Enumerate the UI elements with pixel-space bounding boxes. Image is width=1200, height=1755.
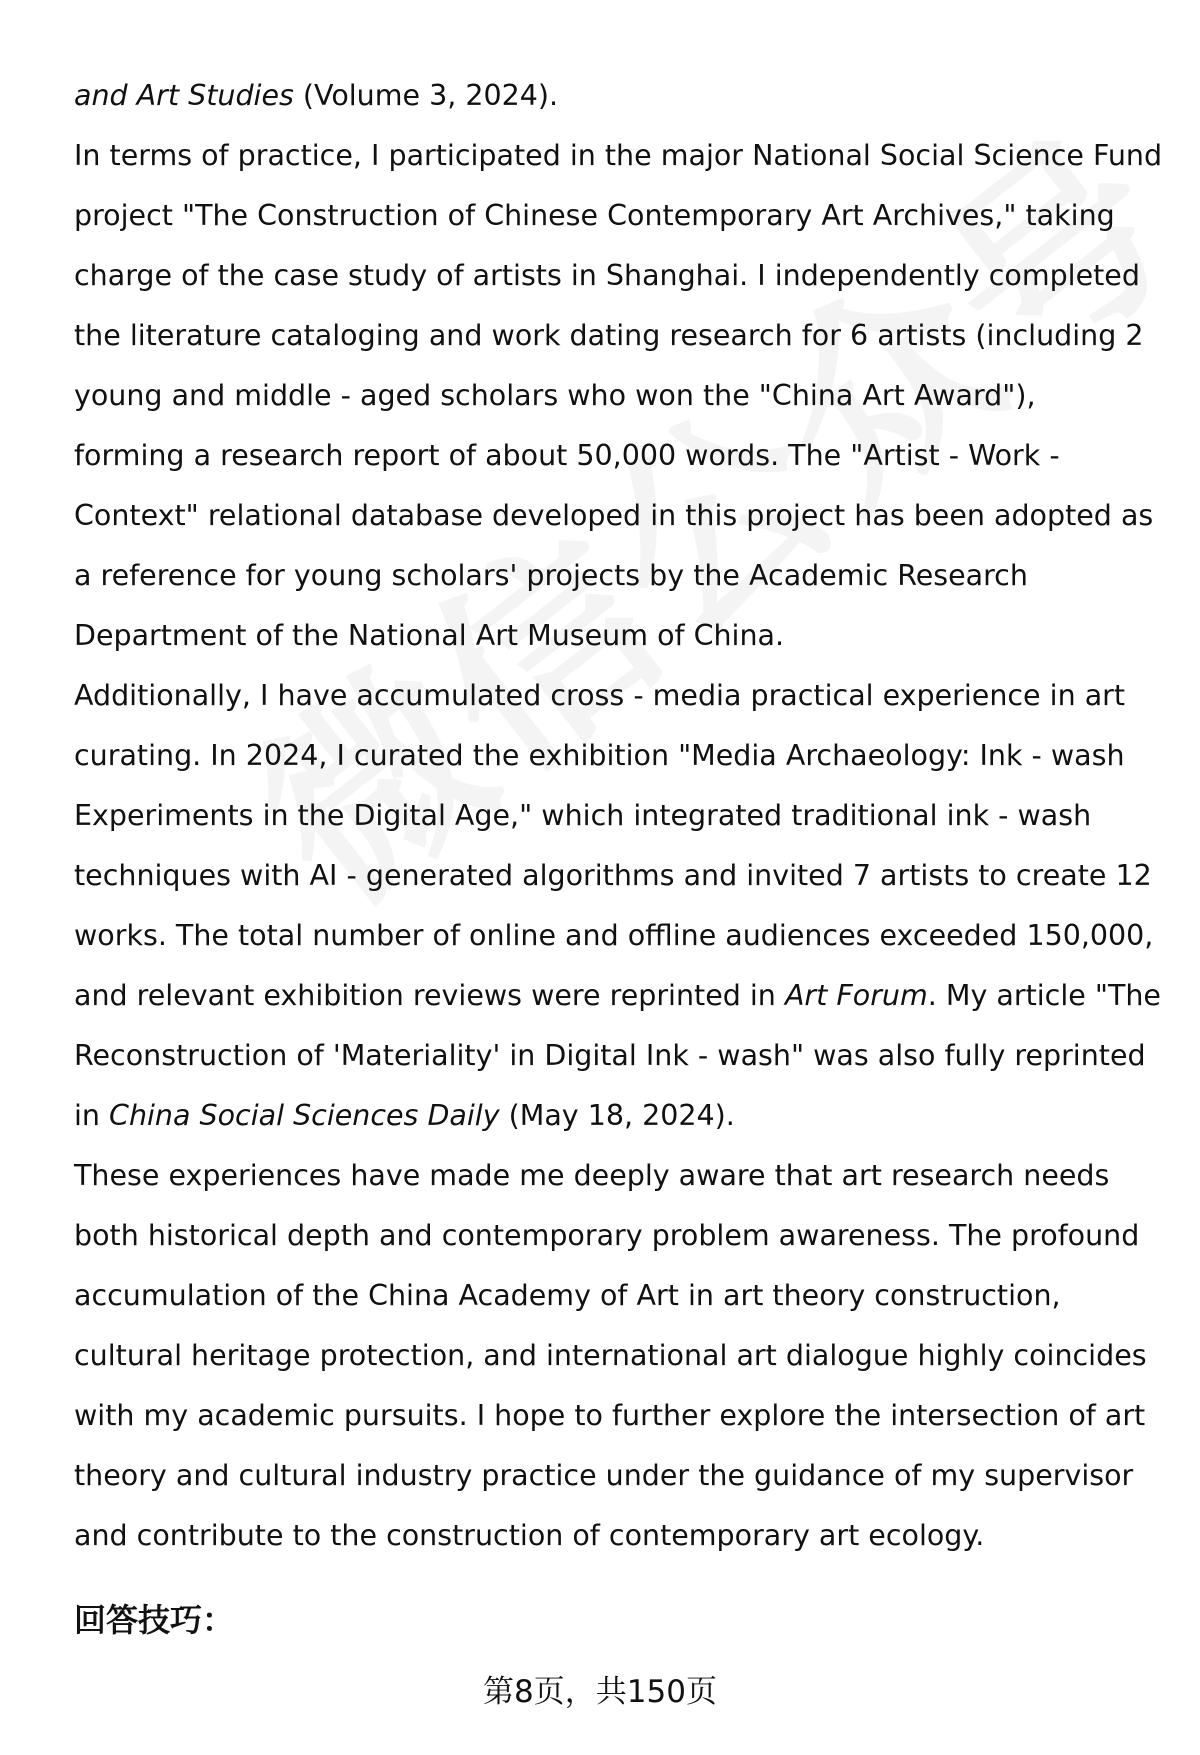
text-line xyxy=(74,66,1164,126)
text-line xyxy=(74,966,1164,1026)
text-line xyxy=(74,1206,1164,1266)
text-line xyxy=(74,1386,1164,1446)
text-line xyxy=(74,786,1164,846)
text-run: in xyxy=(74,1099,110,1132)
section-heading: 回答技巧： xyxy=(74,1601,235,1639)
text-line xyxy=(74,606,1164,666)
text-run: (Volume 3, 2024). xyxy=(293,79,559,112)
text-line xyxy=(74,306,1164,366)
text-line xyxy=(74,1266,1164,1326)
text-line xyxy=(74,846,1164,906)
text-line xyxy=(74,1326,1164,1386)
text-run: and relevant exhibition reviews were reprinted in xyxy=(74,979,785,1012)
text-line xyxy=(74,486,1164,546)
text-run: project "The Construction of Chinese Contemporary Art Archives," taking xyxy=(74,199,1115,232)
text-run: works. The total number of online and offline audiences exceeded 150,000, xyxy=(74,919,1154,952)
text-run: the literature cataloging and work dating research for 6 artists (including 2 xyxy=(74,319,1144,352)
text-run: and contribute to the construction of contemporary art ecology. xyxy=(74,1519,985,1552)
body-text xyxy=(74,66,1164,1566)
text-run: forming a research report of about 50,000 words. The "Artist - Work - xyxy=(74,439,1060,472)
text-run: techniques with AI - generated algorithms and invited 7 artists to create 12 xyxy=(74,859,1152,892)
text-run: In terms of practice, I participated in the major National Social Science Fund xyxy=(74,139,1163,172)
text-line xyxy=(74,1026,1164,1086)
text-run: charge of the case study of artists in Shanghai. I independently completed xyxy=(74,259,1140,292)
text-line xyxy=(74,426,1164,486)
text-line xyxy=(74,666,1164,726)
text-line xyxy=(74,126,1164,186)
text-line xyxy=(74,906,1164,966)
text-run: cultural heritage protection, and international art dialogue highly coincides xyxy=(74,1339,1147,1372)
text-line xyxy=(74,726,1164,786)
text-run: Reconstruction of 'Materiality' in Digital Ink - wash" was also fully reprinted xyxy=(74,1039,1146,1072)
text-line xyxy=(74,1446,1164,1506)
text-run: Context" relational database developed in this project has been adopted as xyxy=(74,499,1154,532)
page-number-footer: 第8页，共150页 xyxy=(483,1674,717,1710)
italic-title: China Social Sciences Daily xyxy=(109,1099,500,1132)
text-line xyxy=(74,186,1164,246)
text-run: curating. In 2024, I curated the exhibition "Media Archaeology: Ink - wash xyxy=(74,739,1125,772)
text-run: accumulation of the China Academy of Art in art theory construction, xyxy=(74,1279,1061,1312)
text-run: (May 18, 2024). xyxy=(499,1099,735,1132)
text-run: Additionally, I have accumulated cross - media practical experience in art xyxy=(74,679,1126,712)
text-line xyxy=(74,1506,1164,1566)
text-line xyxy=(74,246,1164,306)
text-run: These experiences have made me deeply aware that art research needs xyxy=(74,1159,1110,1192)
text-run: . My article "The xyxy=(927,979,1161,1012)
text-run: both historical depth and contemporary problem awareness. The profound xyxy=(74,1219,1140,1252)
text-run: a reference for young scholars' projects by the Academic Research xyxy=(74,559,1028,592)
text-line xyxy=(74,366,1164,426)
text-run: Experiments in the Digital Age," which integrated traditional ink - wash xyxy=(74,799,1092,832)
text-run: young and middle - aged scholars who won the "China Art Award"), xyxy=(74,379,1036,412)
text-run: with my academic pursuits. I hope to further explore the intersection of art xyxy=(74,1399,1146,1432)
text-line xyxy=(74,1146,1164,1206)
italic-title: and Art Studies xyxy=(74,79,294,112)
text-run: theory and cultural industry practice under the guidance of my supervisor xyxy=(74,1459,1134,1492)
text-line xyxy=(74,546,1164,606)
text-run: Department of the National Art Museum of China. xyxy=(74,619,785,652)
italic-title: Art Forum xyxy=(784,979,928,1012)
text-line xyxy=(74,1086,1164,1146)
